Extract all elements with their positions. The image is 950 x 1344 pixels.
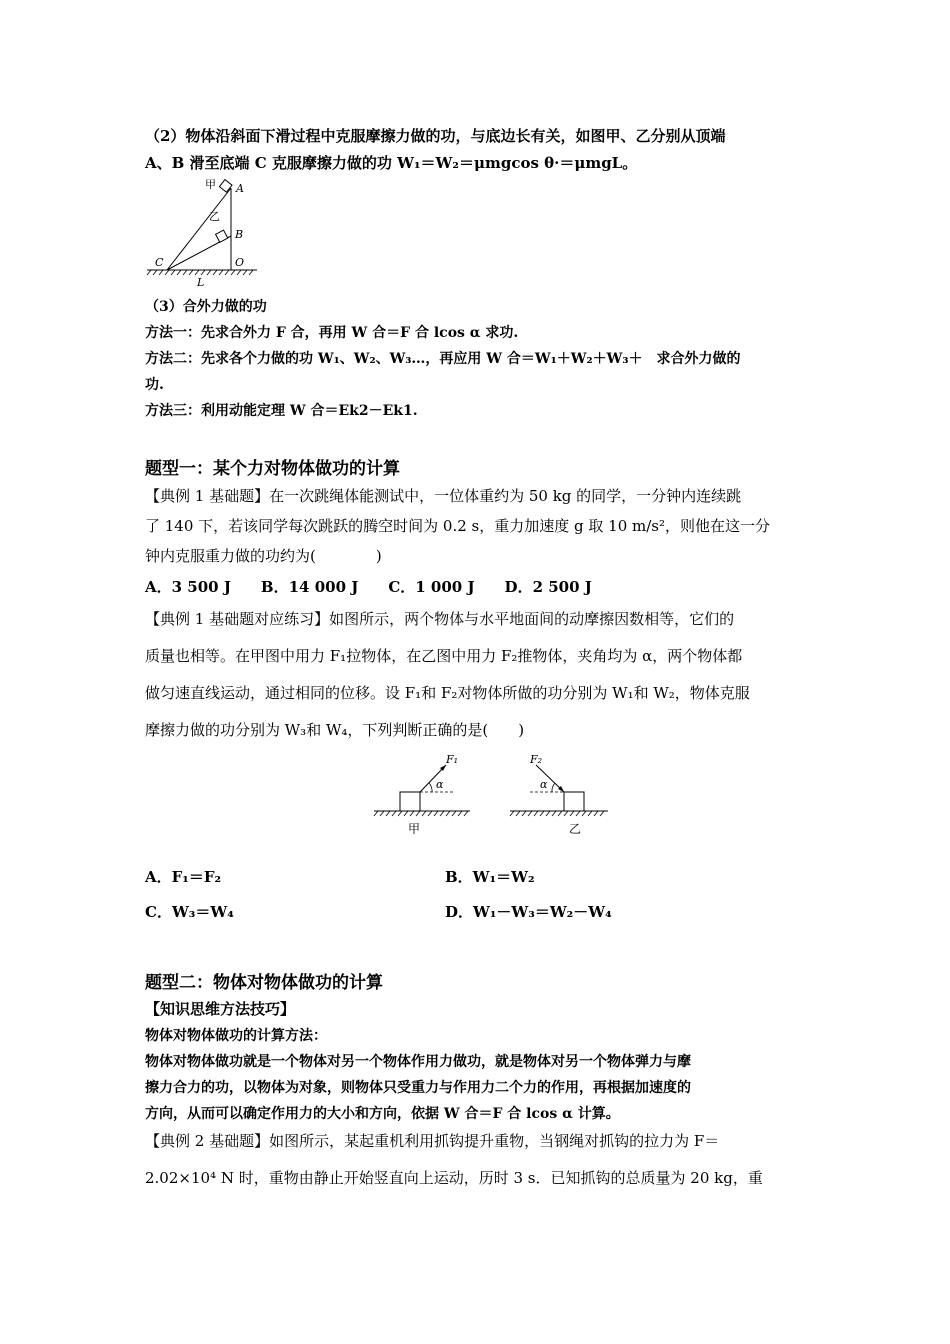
fig1-label-B: B [235,228,244,241]
fig1-label-C: C [155,256,164,269]
fig2-F1-label: F₁ [446,753,459,766]
option-d: D．W₁－W₃＝W₂－W₄ [445,903,612,921]
type2-text-2: 物体对物体做功就是一个物体对另一个物体作用力做功，就是物体对另一个物体弹力与摩 [145,1054,691,1070]
sec3-method3: 方法三：利用动能定理 W 合＝Ek2－Ek1. [145,403,418,419]
fig2-F2-label: F₂ [530,753,543,766]
sec3-method2-line2: 功. [145,377,164,393]
type2-text-1: 物体对物体做功的计算方法： [145,1028,327,1044]
ex2-line1: 【典例 2 基础题】如图所示，某起重机利用抓钩提升重物，当钢绳对抓钩的拉力为 F＝ [145,1132,720,1150]
practice-line1: 【典例 1 基础题对应练习】如图所示，两个物体与水平地面间的动摩擦因数相等，它们的 [145,610,735,628]
practice-line3: 做匀速直线运动，通过相同的位移。设 F₁和 F₂对物体所做的功分别为 W₁和 W₂，物体克服 [145,684,750,702]
type1-title: 题型一：某个力对物体做功的计算 [145,459,400,479]
ex1-options: A．3 500 J B．14 000 J C．1 000 J D．2 500 J [145,578,592,596]
fig1-label-yi: 乙 [209,210,220,223]
ex1-line3: 钟内克服重力做的功约为( ) [145,547,382,565]
force-figure [370,751,615,841]
sec3-method2-line1: 方法二：先求各个力做的功 W₁、W₂、W₃…，再应用 W 合＝W₁＋W₂＋W₃＋ 求合外力做的 [145,351,741,367]
option-b: B．W₁＝W₂ [445,868,535,886]
fig2-jia-label: 甲 [408,822,421,836]
sec2-line1: （2）物体沿斜面下滑过程中克服摩擦力做的功，与底边长有关，如图甲、乙分别从顶端 [145,127,726,145]
type2-title: 题型二：物体对物体做功的计算 [145,973,383,993]
type2-text-3: 擦力合力的功，以物体为对象，则物体只受重力与作用力二个力的作用，再根据加速度的 [145,1080,691,1096]
fig1-label-L: L [197,276,205,289]
ex2-line2: 2.02×10⁴ N 时，重物由静止开始竖直向上运动，历时 3 s．已知抓钩的总质量为 20 kg，重 [145,1169,763,1187]
ex1-line2: 了 140 下，若该同学每次跳跃的腾空时间为 0.2 s，重力加速度 g 取 10 m/s²，则他在这一分 [145,517,771,535]
fig2-alpha-left: α [436,778,444,791]
option-a: A．F₁＝F₂ [145,868,222,886]
fig1-label-jia: 甲 [205,178,216,191]
ex1-line1: 【典例 1 基础题】在一次跳绳体能测试中，一位体重约为 50 kg 的同学，一分钟内连续跳 [145,487,742,505]
type2-text-4: 方向，从而可以确定作用力的大小和方向，依据 W 合＝F 合 lcos α 计算。 [145,1106,620,1122]
fig1-label-A: A [236,182,244,195]
incline-figure [145,174,265,294]
sec3-method1: 方法一：先求合外力 F 合，再用 W 合＝F 合 lcos α 求功. [145,325,519,341]
practice-line4: 摩擦力做的功分别为 W₃和 W₄，下列判断正确的是( ) [145,721,525,739]
fig2-yi-label: 乙 [569,822,582,836]
type2-tip-heading: 【知识思维方法技巧】 [145,1000,296,1018]
sec3-heading: （3）合外力做的功 [145,299,267,315]
option-c: C．W₃＝W₄ [145,903,234,921]
sec2-line2: A、B 滑至底端 C 克服摩擦力做的功 W₁＝W₂＝μmgcos θ·＝μmgL。 [145,154,638,172]
practice-line2: 质量也相等。在甲图中用力 F₁拉物体，在乙图中用力 F₂推物体，夹角均为 α，两个物体都 [145,647,743,665]
fig1-label-O: O [235,256,245,269]
fig2-alpha-right: α [540,778,548,791]
